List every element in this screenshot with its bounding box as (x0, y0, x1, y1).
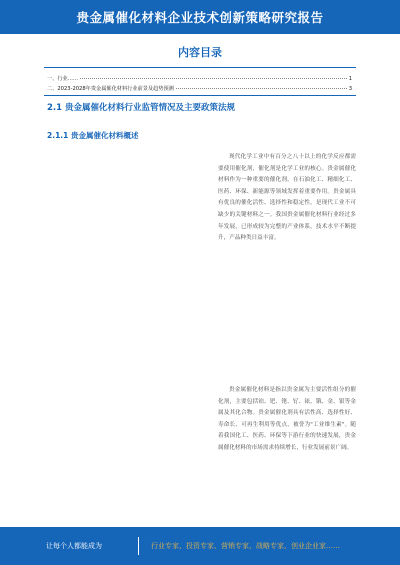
toc-leader-dots (80, 78, 347, 79)
toc-item[interactable] (47, 84, 352, 93)
report-footer (0, 527, 400, 565)
toc-leader-dots (176, 88, 347, 89)
report-header (0, 0, 400, 34)
section-heading: 2.1 贵金属催化材料行业监管情况及主要政策法规 (47, 103, 236, 113)
toc-item-label: 二、2023-2028年贵金属催化材料行业前景及趋势预测 (47, 86, 174, 92)
toc-item-label: 一、行业…… (47, 76, 79, 82)
toc-item-page: 3 (348, 85, 352, 92)
toc-item[interactable] (47, 74, 352, 83)
body-paragraph: 现代化学工业中有百分之八十以上的化学反应都需要使用催化剂，催化剂是化学工业的核心。贵金属催化材料作为一种重要的催化剂，在石油化工、精细化工、医药、环保、新能源等领域发挥着重要作用。贵金属具有优良的催化活性、选择性和稳定性，是现代工业不可缺少的关键材料之一。我国贵金属催化材料行业经过多年发展，已形成较为完整的产业体系，技术水平不断提升，产品种类日益丰富。 (218, 154, 356, 242)
report-title: 贵金属催化材料企业技术创新策略研究报告 (76, 10, 324, 25)
subsection-heading: 2.1.1 贵金属催化材料概述 (47, 131, 139, 140)
footer-separator (138, 537, 139, 555)
footer-audience: 行业专家、投资专家、营销专家、战略专家、创业企业家…… (151, 542, 340, 550)
footer-slogan: 让每个人都能成为 (46, 542, 102, 550)
body-paragraph: 贵金属催化材料是指以贵金属为主要活性组分的催化剂，主要包括铂、钯、铑、钌、铱、锇、金、银等金属及其化合物。贵金属催化剂具有活性高、选择性好、寿命长、可再生利用等优点，被誉为"工业维生素"。随着我国化工、医药、环保等下游行业的快速发展，贵金属催化材料的市场需求持续增长，行业发展前景广阔。 (218, 387, 356, 451)
toc-title: 内容目录 (178, 46, 222, 59)
toc-bottom-divider (44, 95, 356, 96)
toc-top-divider (44, 67, 356, 68)
toc-item-page: 1 (348, 75, 352, 82)
